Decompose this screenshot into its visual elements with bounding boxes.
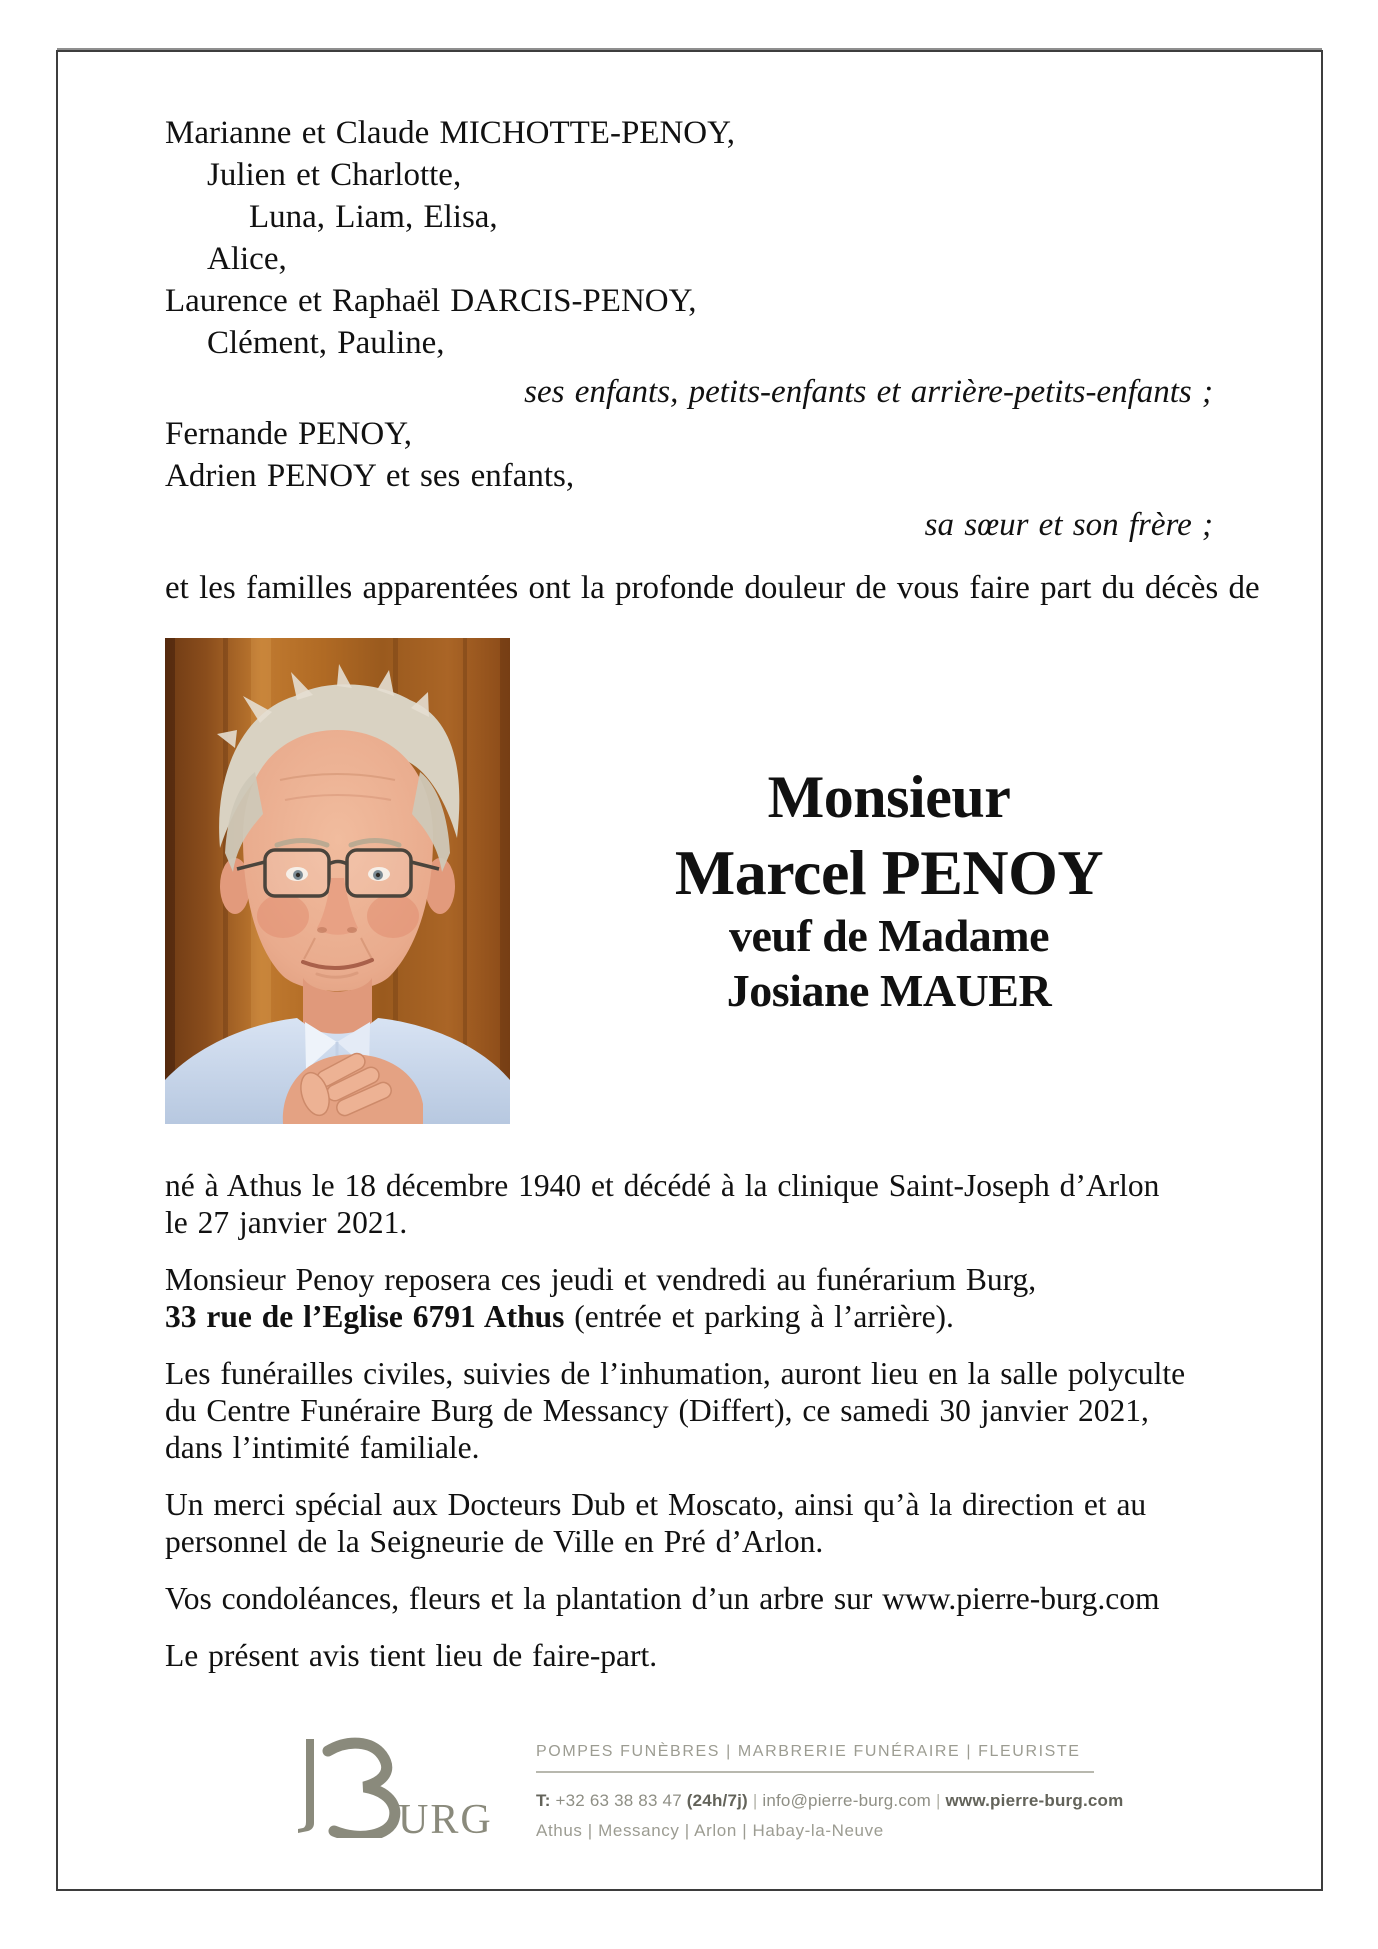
text-segment: Les funérailles civiles, suivies de l’inhumation, auront lieu en la salle polyculte [165, 1356, 1186, 1391]
text-segment: le 27 janvier 2021. [165, 1205, 408, 1240]
footer-divider [536, 1771, 1094, 1773]
text-segment: du Centre Funéraire Burg de Messancy (Differt), ce samedi 30 janvier 2021, [165, 1393, 1149, 1428]
body-text-line [165, 1429, 1325, 1466]
text-segment: | [747, 1791, 763, 1810]
body-text-line [165, 1355, 1325, 1392]
text-segment: Monsieur Penoy reposera ces jeudi et vendredi au funérarium Burg, [165, 1262, 1037, 1297]
family-name-line: ses enfants, petits-enfants et arrière-petits-enfants ; [524, 374, 1213, 410]
family-name-line: Adrien PENOY et ses enfants, [165, 458, 575, 494]
burg-logo-b-icon [298, 1737, 493, 1838]
family-name-line: Laurence et Raphaël DARCIS-PENOY, [165, 283, 697, 319]
text-segment: personnel de la Seigneurie de Ville en Pré d’Arlon. [165, 1524, 824, 1559]
text-segment: (entrée et parking à l’arrière). [564, 1299, 954, 1334]
family-name-line: Clément, Pauline, [207, 325, 445, 361]
text-segment: Vos condoléances, fleurs et la plantation d’un arbre sur www.pierre-burg.com [165, 1581, 1160, 1616]
family-name-line: Marianne et Claude MICHOTTE-PENOY, [165, 115, 735, 151]
family-name-line: et les familles apparentées ont la profonde douleur de vous faire part du décès de [165, 570, 1260, 606]
widower-line-1: veuf de Madame [728, 910, 1050, 961]
text-segment: T: [536, 1791, 551, 1810]
body-text-line [165, 1523, 1325, 1560]
body-text-line [165, 1637, 1325, 1674]
burg-logo-text: URG [398, 1797, 493, 1838]
text-segment: dans l’intimité familiale. [165, 1430, 480, 1465]
footer-services-line: POMPES FUNÈBRES | MARBRERIE FUNÉRAIRE | FLEURISTE [536, 1743, 1081, 1760]
footer-contact-line [536, 1791, 1123, 1811]
contact-line [536, 1791, 1123, 1811]
body-text-line [165, 1298, 1325, 1335]
footer-cities-line: Athus | Messancy | Arlon | Habay-la-Neuve [536, 1821, 884, 1840]
portrait-photo [165, 638, 510, 1124]
family-name-line: Julien et Charlotte, [207, 157, 462, 193]
family-name-line: sa sœur et son frère ; [924, 507, 1213, 543]
text-segment: né à Athus le 18 décembre 1940 et décédé à la clinique Saint-Joseph d’Arlon [165, 1168, 1160, 1203]
text-segment: Le présent avis tient lieu de faire-part. [165, 1638, 658, 1673]
widower-line-2: Josiane MAUER [726, 965, 1052, 1016]
body-text-line [165, 1486, 1325, 1523]
body-text-line [165, 1392, 1325, 1429]
text-segment: (24h/7j) [686, 1791, 748, 1810]
body-text-line [165, 1167, 1325, 1204]
text-segment: Un merci spécial aux Docteurs Dub et Moscato, ainsi qu’à la direction et au [165, 1487, 1147, 1522]
text-segment: info@pierre-burg.com [762, 1791, 932, 1810]
family-name-line: Fernande PENOY, [165, 416, 413, 452]
text-segment: | [931, 1791, 946, 1810]
notice-body-text [165, 1167, 1325, 1674]
family-name-line: Alice, [207, 241, 287, 277]
portrait-illustration [165, 638, 510, 1124]
family-names-block [165, 112, 1315, 609]
text-segment: +32 63 38 83 47 [550, 1791, 687, 1810]
deceased-salutation: Monsieur [767, 764, 1011, 830]
text-segment: 33 rue de l’Eglise 6791 Athus [165, 1299, 565, 1334]
text-segment: www.pierre-burg.com [945, 1791, 1124, 1810]
family-name-line: Luna, Liam, Elisa, [249, 199, 498, 235]
body-text-line [165, 1580, 1325, 1617]
deceased-name: Marcel PENOY [674, 837, 1104, 908]
burg-logo [298, 1737, 493, 1838]
body-text-line [165, 1261, 1325, 1298]
body-text-line [165, 1204, 1325, 1241]
